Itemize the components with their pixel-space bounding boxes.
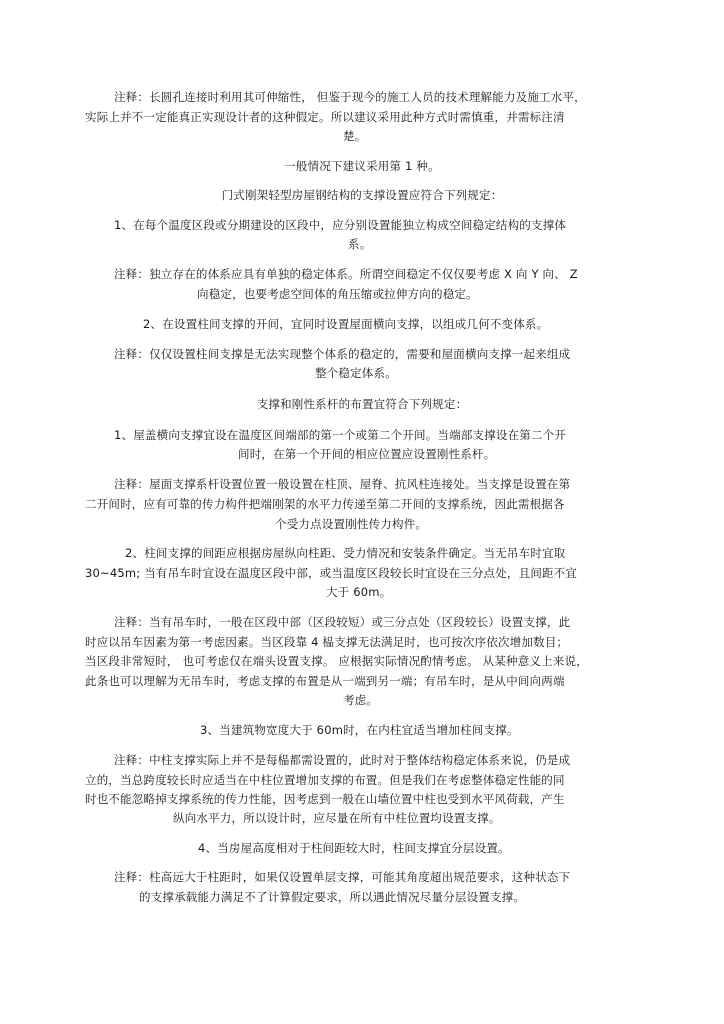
- note-2-line-1: 注释：独立存在的体系应具有单独的稳定体系。所谓空间稳定不仅仅要考虑 X 向 Y 向、 Z: [114, 267, 578, 281]
- section-heading-bracing: 门式刚架轻型房屋钢结构的支撑设置应符合下列规定：: [221, 188, 503, 202]
- note-3-line-2: 整个稳定体系。: [315, 366, 397, 380]
- rule-4-line-2: 30~45m; 当有吊车时宜设在温度区段中部，或当温度区段较长时宜设在三分点处，且间距不宜: [85, 566, 578, 580]
- note-5-line-3: 当区段非常短时， 也可考虑仅在端头设置支撑。 应根据实际情况酌情考虑。 从某种意义上来说，: [85, 654, 588, 668]
- note-6-line-1: 注释：中柱支撑实际上并不是每榀都需设置的，此时对于整体结构稳定体系来说，仍是成: [114, 753, 571, 767]
- rule-6-line-1: 4、当房屋高度相对于柱间距较大时，柱间支撑宜分层设置。: [198, 841, 510, 855]
- note-1-line-1: 注释：长圆孔连接时利用其可伸缩性， 但鉴于现今的施工人员的技术理解能力及施工水平，: [114, 90, 586, 104]
- rule-1-line-2: 系。: [348, 237, 372, 251]
- rule-4-line-3: 大于 60m。: [326, 585, 392, 599]
- note-6-line-3: 时也不能忽略掉支撑系统的传力性能，因考虑到一般在山墙位置中柱也受到水平风荷载，产生: [85, 792, 565, 806]
- rule-2-line-1: 2、在设置柱间支撑的开间，宜同时设置屋面横向支撑，以组成几何不变体系。: [143, 317, 549, 331]
- note-6-line-2: 立的，当总跨度较长时应适当在中柱位置增加支撑的布置。但是我们在考虑整体稳定性能的同: [85, 773, 565, 787]
- note-1-line-2: 实际上并不一定能真正实现设计者的这种假定。所以建议采用此种方式时需慎重，并需标注清: [85, 110, 565, 124]
- note-5-line-1: 注释：当有吊车时，一般在区段中部（区段较短）或三分点处（区段较长）设置支撑，此: [114, 615, 571, 629]
- recommendation-line: 一般情况下建议采用第 1 种。: [284, 159, 440, 173]
- note-2-line-2: 向稳定，也要考虑空间体的角压缩或拉伸方向的稳定。: [197, 287, 478, 301]
- rule-4-line-1: 2、柱间支撑的间距应根据房屋纵向柱距、受力情况和安装条件确定。当无吊车时宜取: [125, 546, 566, 560]
- note-4-line-1: 注释：屋面支撑系杆设置位置一般设置在柱顶、屋脊、抗风柱连接处。当支撑是设置在第: [114, 477, 571, 491]
- note-7-line-1: 注释：柱高远大于柱距时，如果仅设置单层支撑，可能其角度超出规范要求，这种状态下: [114, 870, 571, 884]
- note-4-line-2: 二开间时，应有可靠的传力构件把端刚架的水平力传递至第二开间的支撑系统，因此需根据各: [85, 497, 565, 511]
- note-6-line-4: 纵向水平力，所以设计时，应尽量在所有中柱位置均设置支撑。: [173, 811, 501, 825]
- section-heading-tie-rods: 支撑和刚性系杆的布置宜符合下列规定：: [256, 397, 468, 411]
- rule-5-line-1: 3、当建筑物宽度大于 60m时，在内柱宜适当增加柱间支撑。: [200, 723, 519, 737]
- rule-3-line-2: 间时，在第一个开间的相应位置应设置刚性系杆。: [238, 447, 496, 461]
- rule-1-line-1: 1、在每个温度区段或分期建设的区段中，应分别设置能独立构成空间稳定结构的支撑体: [114, 218, 567, 232]
- note-3-line-1: 注释：仅仅设置柱间支撑是无法实现整个体系的稳定的，需要和屋面横向支撑一起来组成: [114, 347, 571, 361]
- note-5-line-2: 时应以吊车因素为第一考虑因素。当区段靠 4 榀支撑无法满足时，也可按次序依次增加数目；: [85, 635, 569, 649]
- note-4-line-3: 个受力点设置刚性传力构件。: [275, 517, 428, 531]
- note-5-line-4: 此条也可以理解为无吊车时，考虑支撑的布置是从一端到另一端；有吊车时，是从中间向两端: [85, 674, 565, 688]
- note-1-line-3: 楚。: [343, 129, 367, 143]
- note-7-line-2: 的支撑承载能力满足不了计算假定要求，所以遇此情况尽量分层设置支撑。: [139, 890, 526, 904]
- rule-3-line-1: 1、屋盖横向支撑宜设在温度区间端部的第一个或第二个开间。当端部支撑设在第二个开: [114, 428, 567, 442]
- note-5-line-5: 考虑。: [343, 693, 379, 707]
